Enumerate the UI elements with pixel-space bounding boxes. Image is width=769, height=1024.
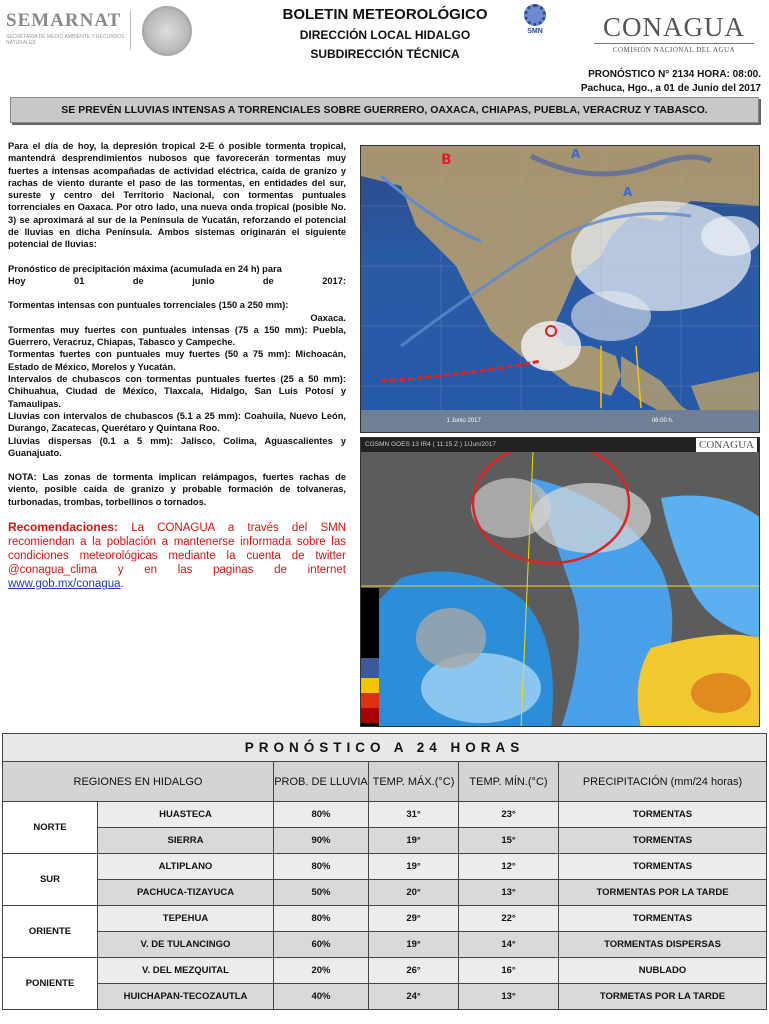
synoptic-map-footer bbox=[361, 410, 759, 432]
precip-category-3: Tormentas fuertes con puntuales muy fuertes (50 a 75 mm): Michoacán, Estado de México, Morelos y Yucatán. bbox=[8, 349, 346, 372]
table-row bbox=[3, 802, 767, 828]
zone-name: SIERRA bbox=[98, 828, 274, 854]
prob-cell: 20% bbox=[274, 958, 369, 984]
bulletin-subtitle-subdireccion: SUBDIRECCIÓN TÉCNICA bbox=[310, 47, 460, 61]
low-pressure-a2: A bbox=[623, 185, 633, 199]
location-date-line: Pachuca, Hgo., a 01 de Junio del 2017 bbox=[580, 83, 761, 94]
precip-cell: TORMENTAS bbox=[559, 828, 767, 854]
date-part: de bbox=[262, 275, 274, 286]
precip-cell: NUBLADO bbox=[559, 958, 767, 984]
zone-name: ALTIPLANO bbox=[98, 854, 274, 880]
tmax-cell: 20° bbox=[369, 880, 459, 906]
precip-cell: TORMENTAS POR LA TARDE bbox=[559, 880, 767, 906]
bulletin-body bbox=[8, 140, 346, 591]
recommendations-text: La CONAGUA a través del SMN recomiendan a la población a mantenerse informada sobre las condiciones meteorológicas mediante la cuenta de twitter @conagua_clima y en las paginas de internet bbox=[8, 522, 346, 577]
synoptic-weather-map bbox=[360, 145, 760, 433]
pronostico-line: PRONÓSTICO N° 2134 HORA: 08:00. bbox=[588, 69, 761, 80]
tmax-cell: 19° bbox=[369, 828, 459, 854]
precip-category-6: Lluvias dispersas (0.1 a 5 mm): Jalisco, Colima, Aguascalientes y Guanajuato. bbox=[8, 435, 346, 458]
satellite-header: CGSMN GOES 13 IR4 ( 11:15 Z ) 1/Jun/2017 bbox=[361, 438, 759, 452]
conagua-website-link[interactable]: www.gob.mx/conagua bbox=[8, 578, 121, 591]
precip-category-2: Tormentas muy fuertes con puntuales intensas (75 a 150 mm): Puebla, Guerrero, Veracruz, Chiapas, Tabasco y Campeche. bbox=[8, 324, 346, 348]
precip-cell: TORMETAS POR LA TARDE bbox=[559, 984, 767, 1010]
bulletin-title: BOLETIN METEOROLÓGICO bbox=[282, 6, 488, 23]
tmin-cell: 16° bbox=[459, 958, 559, 984]
date-part: de bbox=[132, 275, 144, 286]
region-name: SUR bbox=[3, 854, 98, 906]
intro-paragraph: Para el día de hoy, la depresión tropical 2-E ó posible tormenta tropical, mantendrá desprendimientos nubosos que favorecerán tormentas muy fuertes a intensas acompañadas de actividad eléctrica, caída de granizo y rachas de viento durante el paso de las tormentas, en entidades del sur, sureste y centro del Territorio Nacional, con tormentas puntuales torrenciales en Oaxaca. Por otro lado, una nueva onda tropical (posible No. 3) se aproximará al sur de la Península de Yucatán, reforzando el potencial de lluvias en dicha Península. Ambos sistemas originarán el siguiente potencial de lluvias: bbox=[8, 141, 346, 250]
precip-cell: TORMENTAS bbox=[559, 802, 767, 828]
precip-category-5: Lluvias con intervalos de chubascos (5.1 a 25 mm): Coahuila, Nuevo León, Durango, Zacatecas, Querétaro y Quintana Roo. bbox=[8, 410, 346, 434]
recommendations bbox=[8, 520, 346, 591]
tmin-cell: 13° bbox=[459, 984, 559, 1010]
precip-cell: TORMENTAS DISPERSAS bbox=[559, 932, 767, 958]
table-row bbox=[3, 932, 767, 958]
prob-cell: 60% bbox=[274, 932, 369, 958]
tmin-cell: 22° bbox=[459, 906, 559, 932]
zone-name: HUASTECA bbox=[98, 802, 274, 828]
zone-name: PACHUCA-TIZAYUCA bbox=[98, 880, 274, 906]
prob-cell: 80% bbox=[274, 802, 369, 828]
tmax-cell: 19° bbox=[369, 932, 459, 958]
table-row bbox=[3, 854, 767, 880]
forecast-caption: PRONÓSTICO A 24 HORAS bbox=[3, 734, 767, 762]
precip-cell: TORMENTAS bbox=[559, 906, 767, 932]
prob-cell: 90% bbox=[274, 828, 369, 854]
table-row bbox=[3, 958, 767, 984]
forecast-number bbox=[581, 68, 761, 96]
date-part: junio bbox=[192, 275, 215, 286]
prob-cell: 50% bbox=[274, 880, 369, 906]
conagua-logo bbox=[594, 14, 754, 54]
header-tmin: TEMP. MÍN.(°C) bbox=[459, 762, 559, 802]
tmin-cell: 23° bbox=[459, 802, 559, 828]
tmin-cell: 15° bbox=[459, 828, 559, 854]
zone-name: HUICHAPAN-TECOZAUTLA bbox=[98, 984, 274, 1010]
tmax-cell: 24° bbox=[369, 984, 459, 1010]
region-name: ORIENTE bbox=[3, 906, 98, 958]
precip-title: Pronóstico de precipitación máxima (acumulada en 24 h) para bbox=[8, 263, 282, 274]
forecast-table bbox=[2, 733, 767, 1010]
header-divider bbox=[130, 10, 131, 50]
table-row bbox=[3, 984, 767, 1010]
header-precip: PRECIPITACIÓN (mm/24 horas) bbox=[559, 762, 767, 802]
tmin-cell: 14° bbox=[459, 932, 559, 958]
region-name: NORTE bbox=[3, 802, 98, 854]
prob-cell: 80% bbox=[274, 854, 369, 880]
satellite-conagua-logo: CONAGUA bbox=[696, 438, 757, 452]
prob-cell: 80% bbox=[274, 906, 369, 932]
date-part: 01 bbox=[74, 275, 85, 286]
smn-gear-icon bbox=[524, 4, 546, 26]
conagua-subtitle: COMISIÓN NACIONAL DEL AGUA bbox=[594, 43, 754, 54]
recommendations-title: Recomendaciones: bbox=[8, 520, 119, 535]
low-pressure-a1: A bbox=[571, 147, 581, 161]
map-date: 1 Junio 2017 bbox=[446, 418, 481, 424]
header-prob: PROB. DE LLUVIA bbox=[274, 762, 369, 802]
tmax-cell: 31° bbox=[369, 802, 459, 828]
precip-cell: TORMENTAS bbox=[559, 854, 767, 880]
headline-banner: SE PREVÉN LLUVIAS INTENSAS A TORRENCIALES SOBRE GUERRERO, OAXACA, CHIAPAS, PUEBLA, VERACRUZ Y TABASCO. bbox=[10, 97, 759, 123]
synoptic-map-graphic bbox=[361, 146, 760, 433]
semarnat-name: SEMARNAT bbox=[6, 10, 122, 31]
table-row bbox=[3, 880, 767, 906]
zone-name: V. DEL MEZQUITAL bbox=[98, 958, 274, 984]
tmin-cell: 13° bbox=[459, 880, 559, 906]
prob-cell: 40% bbox=[274, 984, 369, 1010]
table-row bbox=[3, 828, 767, 854]
precip-category-4: Intervalos de chubascos con tormentas puntuales fuertes (25 a 50 mm): Chihuahua, Ciudad de México, Tlaxcala, Hidalgo, San Luis Potosí y Tamaulipas. bbox=[8, 374, 346, 409]
bulletin-header bbox=[0, 0, 769, 95]
smn-logo bbox=[518, 4, 552, 44]
date-part: Hoy bbox=[8, 275, 26, 286]
smn-label: SMN bbox=[527, 28, 543, 35]
semarnat-subtitle: SECRETARÍA DE MEDIO AMBIENTE Y RECURSOS NATURALES bbox=[6, 34, 125, 46]
satellite-graphic bbox=[361, 438, 760, 727]
zone-name: V. DE TULANCINGO bbox=[98, 932, 274, 958]
table-row bbox=[3, 906, 767, 932]
zone-name: TEPEHUA bbox=[98, 906, 274, 932]
bulletin-subtitle-direccion: DIRECCIÓN LOCAL HIDALGO bbox=[299, 28, 471, 42]
tmax-cell: 19° bbox=[369, 854, 459, 880]
recommendations-end: . bbox=[120, 578, 124, 591]
header-regions: REGIONES EN HIDALGO bbox=[3, 762, 274, 802]
precip-category-1-states: Oaxaca. bbox=[310, 312, 346, 323]
bulletin-titles bbox=[240, 6, 530, 61]
header-tmax: TEMP. MÁX.(°C) bbox=[369, 762, 459, 802]
date-part: 2017: bbox=[322, 275, 346, 286]
high-pressure-b: B bbox=[441, 152, 452, 168]
precip-category-1: Tormentas intensas con puntuales torrenciales (150 a 250 mm): bbox=[8, 300, 289, 311]
precip-date bbox=[8, 275, 346, 287]
mexico-seal-icon bbox=[142, 6, 192, 56]
conagua-name: CONAGUA bbox=[603, 12, 745, 42]
tmax-cell: 29° bbox=[369, 906, 459, 932]
tmax-cell: 26° bbox=[369, 958, 459, 984]
map-time: 06:00 h. bbox=[651, 418, 674, 424]
nota-paragraph: NOTA: Las zonas de tormenta implican relámpagos, fuertes rachas de viento, posible caída de granizo y probable formación de tolvaneras, turbonadas, trombas, torbellinos o tornados. bbox=[8, 472, 346, 507]
satellite-ir-image bbox=[360, 437, 760, 727]
tmin-cell: 12° bbox=[459, 854, 559, 880]
region-name: PONIENTE bbox=[3, 958, 98, 1010]
semarnat-logo bbox=[6, 10, 131, 60]
